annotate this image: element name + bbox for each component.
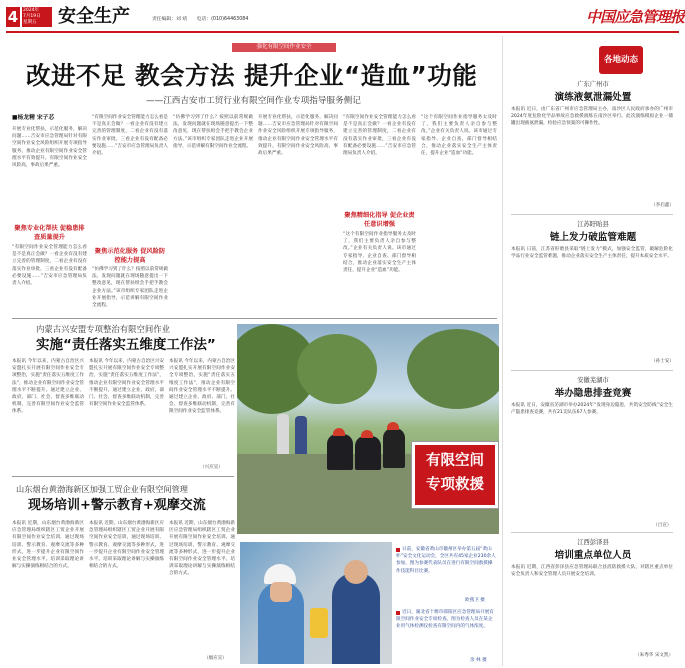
article-paragraph: “这个有限空间作业指导服务太及时了，我们主要负责人亲自参与整改。”企业有关负责人说。该市通过专家指导、企业自查、部门督导相结合，推动企业落实安全生产主体责任，提升企业“造血”功能。 (343, 232, 416, 274)
article-paragraph: “仿佛学习到了什么？按照以前常规做法，发现问题就在现场随意提出一下整改意见，现在帮扶组会手把手教会企业方法。”该市组织专家团队走进企业开展指导，示范讲解有限空间作业全流程。 (173, 115, 253, 149)
inner-mongolia-credit: （兴应宣） (200, 465, 223, 470)
main-article-kicker: 强化有限空间作业安全 (256, 44, 312, 50)
inner-mongolia-body: 本报讯 今年以来，内蒙古自治区兴安盟扎实开展有限空间作业安全专项整治，实施“责任落实五维度工作法”，推动企业有限空间作业安全管理水平不断提升。通过建立企业、政府、部门、社会、督查多维联动机制，完善有限空间作业安全监管体系。 (12, 359, 84, 415)
sidebar-item-place: 江西彭泽县 (577, 539, 609, 546)
section-heading: 聚焦专业化帮扶 促稳患排查质量提升 (14, 225, 85, 241)
photo-caption-2: 近日，湖北省十堰市郧阳区应急管理局开展有限空间作业安全专项检查。图为检查人员在某企业用气体检测仪检查有限空间内的气体浓度。 (396, 610, 494, 630)
helmet (361, 430, 373, 438)
article-paragraph: “有限空间作业安全管理能力怎么看是不是真正会做？一看企业有没有建立完善的管理制度，二看企业有没有落实作业审批，三看企业有没有配备必要设施……”吉安市应急管理局负责人介绍。 (92, 115, 168, 157)
article-divider (12, 476, 234, 477)
phone-label: 电话： (196, 17, 212, 22)
inner-mongolia-title: 实施“责任落实五维度工作法” (36, 337, 216, 353)
gas-detection-photo (240, 542, 392, 664)
sidebar-item-title: 培训重点单位人员 (554, 550, 632, 561)
masthead-rule (6, 31, 679, 33)
article-paragraph: 开展专业化帮扶，示范化服务，解决问题……吉安市应急管理局针对有限空间作业安全风险组织开展专项指导服务，推动企业有限空间作业安全管理水平有效提升。有限空间作业安全风险高，事故后果严重。 (12, 127, 87, 169)
yantai-title: 现场培训+警示教育+观摩交流 (28, 498, 206, 513)
person-figure (327, 434, 353, 470)
inner-mongolia-body: 本报讯 今年以来，内蒙古自治区兴安盟扎实开展有限空间作业安全专项整治，实施“责任落实五维度工作法”，推动企业有限空间作业安全管理水平不断提升。通过建立企业、政府、部门、社会、督查多维联动机制，完善有限空间作业安全监管体系。 (89, 359, 164, 408)
editor-line (152, 16, 248, 24)
sidebar-item-body: 本报讯 近日，由广东省广州市应急管理局主办，南沙区人民政府承办的广州市2024年度危险化学品事故应急救援演练在南沙区举行。此次演练模拟企业一储罐出现液氨泄漏，检验应急预案的可操作性。 (511, 107, 673, 127)
masthead (0, 0, 685, 34)
inner-mongolia-body: 本报讯 今年以来，内蒙古自治区兴安盟扎实开展有限空间作业安全专项整治，实施“责任落实五维度工作法”，推动企业有限空间作业安全管理水平不断提升。通过建立企业、政府、部门、社会、督查多维联动机制，完善有限空间作业安全监管体系。 (169, 359, 235, 415)
byline: ■杨龙精 宋子芯 (12, 115, 55, 121)
gas-detector (310, 608, 328, 638)
person-figure (295, 416, 307, 454)
face (270, 582, 292, 602)
sidebar-item-credit: （孙士安） (651, 359, 674, 364)
article-divider (12, 318, 497, 319)
sidebar-item-credit: （朱秀华 宋文凯） (635, 653, 674, 658)
section-heading: 聚焦精细化指导 促企业责任意识增强 (344, 212, 415, 228)
phone-number: (010)64463084 (211, 17, 249, 22)
photo-caption-1-credit: 欧燕卫 摄 (465, 598, 485, 603)
article-paragraph: “仿佛学习到了什么？按照以前常规做法，发现问题就在现场随意提出一下整改意见，现在帮扶组会手把手教会企业方法。”该市组织专家团队走进企业开展指导，示范讲解有限空间作业全流程。 (92, 267, 168, 309)
sidebar-item-title: 演练液氨泄漏处置 (554, 92, 632, 103)
rescue-sign (412, 442, 498, 508)
editor-label: 责任编辑： (152, 17, 176, 22)
editor-name: 刘 靖 (176, 17, 188, 22)
yantai-body: 本报讯 近期，山东烟台黄渤海新区应急管理局组织辖区工贸企业开展有限空间作业安全培训，通过现场培训、警示教育、观摩交流等多种形式，进一步提升企业有限空间作业安全管理水平。培训采取理论讲解与实操演练相结合的方式。 (89, 521, 164, 570)
sidebar-item-title: 链上发力破监管难题 (549, 232, 637, 243)
sidebar-item-credit: （吕宣） (653, 523, 672, 528)
face (344, 560, 368, 584)
article-paragraph: “这个有限空间作业指导服务太及时了，我们主要负责人亲自参与整改。”企业有关负责人说。该市通过专家指导、企业自查、部门督导相结合，推动企业落实安全生产主体责任，提升企业“造血”功能。 (421, 115, 497, 157)
yantai-body: 本报讯 近期，山东烟台黄渤海新区应急管理局组织辖区工贸企业开展有限空间作业安全培训，通过现场培训、警示教育、观摩交流等多种形式，进一步提升企业有限空间作业安全管理水平。培训采取理论讲解与实操演练相结合的方式。 (169, 521, 235, 577)
person-figure (277, 414, 289, 454)
article-paragraph: “有限空间作业安全管理能力怎么看是不是真正会做？一看企业有没有建立完善的管理制度，二看企业有没有落实作业审批，三看企业有没有配备必要设施……”吉安市应急管理局负责人介绍。 (12, 245, 87, 287)
sidebar-header: 各地动态 (603, 55, 638, 65)
page-number: 4 (7, 8, 19, 26)
sidebar-item-place: 广东广州市 (577, 81, 609, 88)
rescue-sign-line-2: 专项救援 (426, 477, 484, 493)
tree-shape (297, 334, 377, 404)
yantai-kicker: 山东烟台黄渤海新区加强工贸企业有限空间管理 (16, 484, 188, 494)
helmet (333, 428, 345, 436)
date-line-2: 7月19日 (23, 14, 41, 19)
section-title: 安全生产 (58, 6, 130, 27)
person-figure (332, 572, 380, 664)
person-figure (383, 428, 405, 468)
yantai-body: 本报讯 近期，山东烟台黄渤海新区应急管理局组织辖区工贸企业开展有限空间作业安全培训，通过现场培训、警示教育、观摩交流等多种形式，进一步提升企业有限空间作业安全管理水平。培训采取理论讲解与实操演练相结合的方式。 (12, 521, 84, 570)
sidebar-item-credit: （李启鑫） (651, 203, 674, 208)
person-figure (355, 436, 381, 470)
article-paragraph: “有限空间作业安全管理能力怎么看是不是真正会做？一看企业有没有建立完善的管理制度，二看企业有没有落实作业审批，三看企业有没有配备必要设施……”吉安市应急管理局负责人介绍。 (343, 115, 416, 157)
photo-caption-1: 日前，安徽省黄山市徽州区举办第五届“黄山杯”安全文化运动会，全区共有45家企业230余人参加，图为参赛代表队员在进行有限空间救援操作技能科目比赛。 (396, 547, 496, 574)
section-heading: 聚焦示范化服务 促风险防控能力提高 (94, 248, 166, 264)
main-article-subtitle: ——江西吉安市工贸行业有限空间作业专项指导服务侧记 (146, 96, 361, 106)
yantai-credit: （烟应宣） (204, 656, 227, 661)
photo-caption-2-credit: 余 林 摄 (470, 658, 487, 663)
sidebar-divider (511, 214, 673, 215)
helmet (387, 422, 399, 430)
sidebar-divider (511, 532, 673, 533)
sidebar-item-body: 本报讯 日前，江苏省盱眙县采取“链上发力”模式，加强安全监管，破解危险化学品行业安全监管难题，推动企业落实安全生产主体责任，提升本质安全水平。 (511, 247, 673, 260)
rescue-sign-line-1: 有限空间 (426, 453, 484, 469)
sidebar (502, 36, 679, 666)
article-paragraph: 开展专业化帮扶，示范化服务，解决问题……吉安市应急管理局针对有限空间作业安全风险组织开展专项指导服务，推动企业有限空间作业安全管理水平有效提升。有限空间作业安全风险高，事故后果严重。 (258, 115, 338, 157)
inner-mongolia-kicker: 内蒙古兴安盟专项整治有限空间作业 (36, 324, 170, 334)
helmet (264, 564, 296, 584)
weekday: 星期五 (23, 20, 37, 25)
sidebar-item-body: 本报讯 近期，江西省彭泽县应急管理局联合县消防救援大队，对辖区重点单位安全负责人和安全管理人员开展安全培训。 (511, 565, 673, 578)
sidebar-item-body: 本报讯 近日，安徽省芜湖市举办2024年“发现身边隐患，共筑安全防线”安全生产隐患排查竞赛，共有21支队伍67人参赛。 (511, 403, 673, 416)
tree-shape (407, 329, 499, 409)
main-article-title: 改进不足 教会方法 提升企业“造血”功能 (26, 61, 478, 90)
rescue-drill-photo (237, 324, 499, 534)
sidebar-item-place: 安徽芜湖市 (577, 377, 609, 384)
date-line-1: 2024年 (23, 8, 39, 13)
sidebar-item-title: 举办隐患排查竞赛 (554, 388, 632, 399)
paper-logo: 中国应急管理报 (586, 8, 685, 26)
sidebar-divider (511, 370, 673, 371)
sidebar-item-place: 江苏盱眙县 (577, 221, 609, 228)
